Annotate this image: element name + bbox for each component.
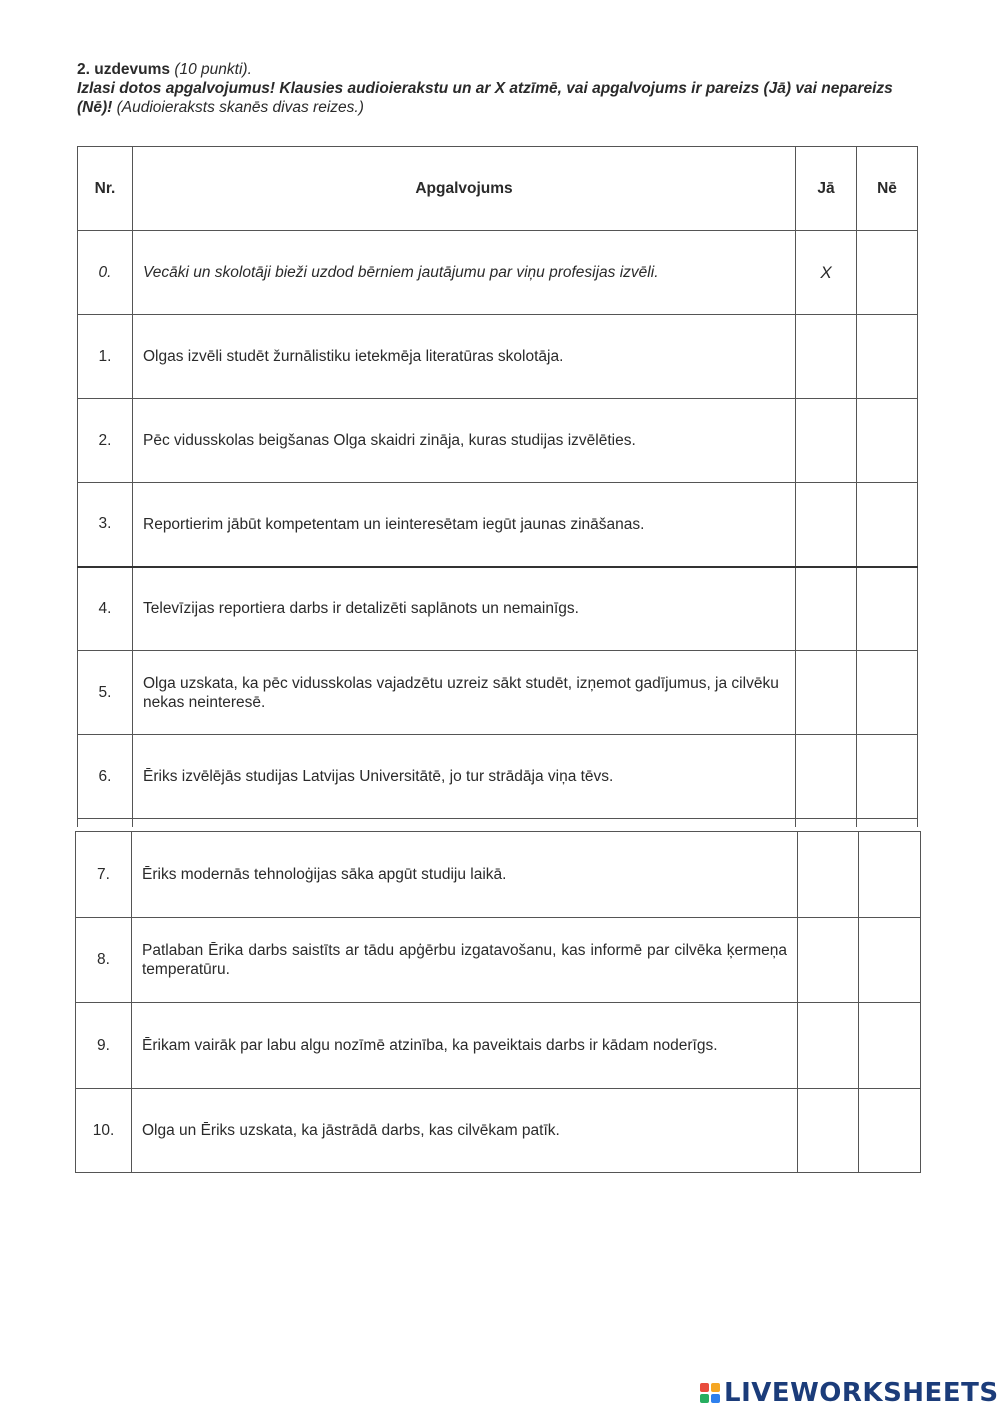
table-row (78, 315, 918, 399)
yes-cell[interactable] (796, 651, 857, 735)
row-number: 2. (78, 399, 133, 483)
task-instruction-note: (Audioieraksts skanēs divas reizes.) (116, 99, 364, 116)
table-row (78, 399, 918, 483)
row-number: 10. (76, 1089, 132, 1173)
row-number: 9. (76, 1003, 132, 1089)
yes-cell[interactable] (796, 483, 857, 567)
table-cut-edge (78, 819, 918, 828)
no-cell[interactable] (859, 832, 921, 918)
row-number: 8. (76, 918, 132, 1003)
no-cell[interactable] (857, 399, 918, 483)
no-cell[interactable] (857, 231, 918, 315)
yes-cell[interactable] (796, 567, 857, 651)
no-cell[interactable] (859, 1089, 921, 1173)
statement-text: Ērikam vairāk par labu algu nozīmē atzinība, ka paveiktais darbs ir kādam noderīgs. (132, 1003, 798, 1089)
statement-text: Ēriks izvēlējās studijas Latvijas Universitātē, jo tur strādāja viņa tēvs. (133, 735, 796, 819)
yes-cell[interactable] (796, 735, 857, 819)
statement-text: Pēc vidusskolas beigšanas Olga skaidri zināja, kuras studijas izvēlēties. (133, 399, 796, 483)
row-number: 4. (78, 567, 133, 651)
logo-block (711, 1383, 720, 1392)
yes-cell[interactable] (798, 1003, 859, 1089)
no-cell[interactable] (857, 735, 918, 819)
cut-cell (133, 819, 796, 828)
table-row (76, 832, 921, 918)
table-row (78, 651, 918, 735)
logo-block (700, 1383, 709, 1392)
table-row (76, 918, 921, 1003)
yes-cell[interactable] (796, 315, 857, 399)
no-cell[interactable] (857, 567, 918, 651)
statement-text: Vecāki un skolotāji bieži uzdod bērniem jautājumu par viņu profesijas izvēli. (133, 231, 796, 315)
task-points: (10 punkti). (174, 61, 252, 78)
column-header-no: Nē (857, 147, 918, 231)
task-header (77, 60, 927, 117)
column-header-statement: Apgalvojums (133, 147, 796, 231)
no-cell[interactable] (857, 651, 918, 735)
logo-block (700, 1394, 709, 1403)
statement-text: Olga un Ēriks uzskata, ka jāstrādā darbs, kas cilvēkam patīk. (132, 1089, 798, 1173)
row-number: 6. (78, 735, 133, 819)
statement-text: Ēriks modernās tehnoloģijas sāka apgūt studiju laikā. (132, 832, 798, 918)
no-cell[interactable] (859, 918, 921, 1003)
table-row (78, 231, 918, 315)
liveworksheets-logo (700, 1378, 999, 1408)
cut-cell (78, 819, 133, 828)
yes-cell[interactable]: X (796, 231, 857, 315)
task-instruction: Izlasi dotos apgalvojumus! Klausies audioierakstu un ar X atzīmē, vai apgalvojums ir pareizs (Jā) vai nepareizs (Nē)! (77, 80, 893, 116)
no-cell[interactable] (857, 315, 918, 399)
row-number: 5. (78, 651, 133, 735)
statement-text: Olgas izvēli studēt žurnālistiku ietekmēja literatūras skolotāja. (133, 315, 796, 399)
table-row (78, 735, 918, 819)
yes-cell[interactable] (798, 918, 859, 1003)
no-cell[interactable] (857, 483, 918, 567)
table-header-row (78, 147, 918, 231)
row-number: 7. (76, 832, 132, 918)
yes-cell[interactable] (798, 832, 859, 918)
cut-cell (857, 819, 918, 828)
logo-blocks-icon (700, 1383, 720, 1403)
column-header-yes: Jā (796, 147, 857, 231)
logo-text: LIVEWORKSHEETS (724, 1378, 999, 1408)
cut-cell (796, 819, 857, 828)
yes-cell[interactable] (796, 399, 857, 483)
logo-block (711, 1394, 720, 1403)
task-number: 2. uzdevums (77, 61, 171, 78)
row-number: 1. (78, 315, 133, 399)
table-row (76, 1089, 921, 1173)
table-row (76, 1003, 921, 1089)
row-number: 0. (78, 231, 133, 315)
column-header-nr: Nr. (78, 147, 133, 231)
statement-text: Patlaban Ērika darbs saistīts ar tādu apģērbu izgatavošanu, kas informē par cilvēka ķermeņa temperatūru. (132, 918, 798, 1003)
statement-text: Reportierim jābūt kompetentam un ieinteresētam iegūt jaunas zināšanas. (133, 483, 796, 567)
statements-table-part-1 (77, 146, 918, 827)
statements-table-part-2 (75, 831, 921, 1173)
table-row (78, 567, 918, 651)
row-number: 3. (78, 483, 133, 567)
statement-text: Televīzijas reportiera darbs ir detalizēti saplānots un nemainīgs. (133, 567, 796, 651)
no-cell[interactable] (859, 1003, 921, 1089)
table-row (78, 483, 918, 567)
statement-text: Olga uzskata, ka pēc vidusskolas vajadzētu uzreiz sākt studēt, izņemot gadījumus, ja cilvēku nekas neinteresē. (133, 651, 796, 735)
yes-cell[interactable] (798, 1089, 859, 1173)
